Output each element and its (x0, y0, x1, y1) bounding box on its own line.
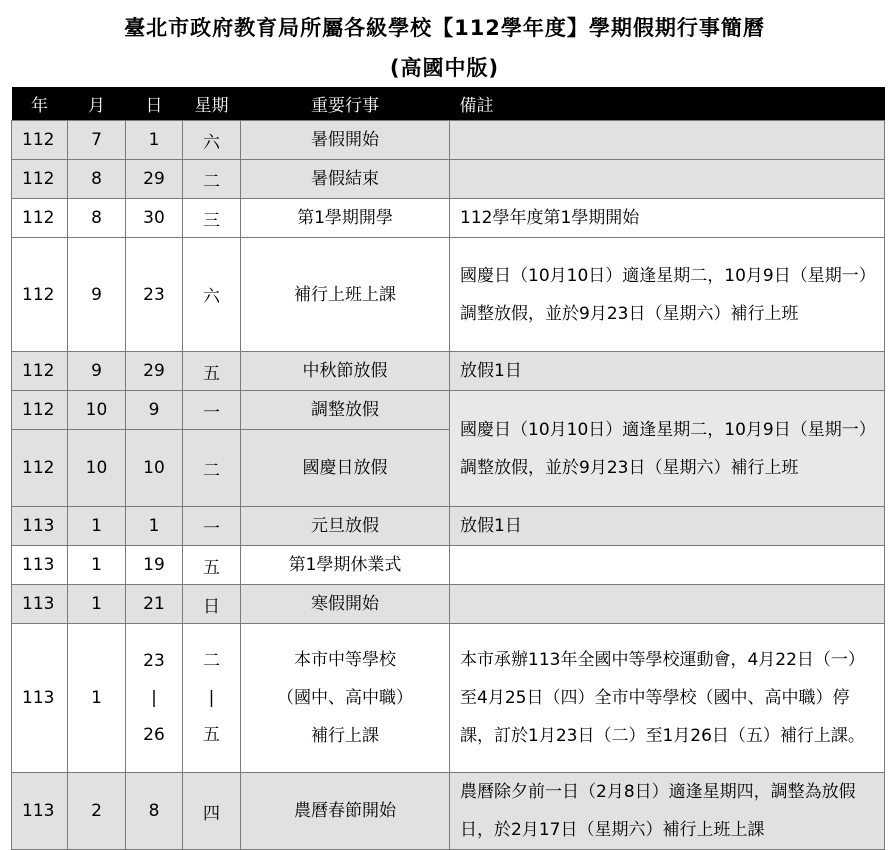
cell-month: 8 (68, 160, 126, 199)
cell-day: 9 (126, 391, 183, 430)
table-header-row (12, 87, 885, 121)
cell-weekday: 五 (183, 352, 241, 391)
document-title: 臺北市政府教育局所屬各級學校【112學年度】學期假期行事簡曆 (124, 16, 765, 40)
cell-event: 第1學期開學 (241, 199, 450, 238)
cell-weekday: 一 (183, 391, 241, 430)
table-row (12, 773, 885, 850)
cell-weekday: 三 (183, 199, 241, 238)
table-row (12, 624, 885, 773)
col-header-year: 年 (12, 87, 68, 121)
cell-event: 補行上班上課 (241, 238, 450, 352)
cell-event: 調整放假 (241, 391, 450, 430)
table-row (12, 121, 885, 160)
cell-month: 7 (68, 121, 126, 160)
cell-event: 中秋節放假 (241, 352, 450, 391)
cell-weekday: 六 (183, 238, 241, 352)
cell-event: 農曆春節開始 (241, 773, 450, 850)
cell-note: 放假1日 (450, 507, 885, 546)
event-line: 本市中等學校 (294, 650, 396, 670)
weekday-range-end: 五 (203, 724, 220, 745)
cell-year: 113 (12, 773, 68, 850)
cell-year: 112 (12, 199, 68, 238)
cell-month: 1 (68, 546, 126, 585)
cell-note (450, 121, 885, 160)
calendar-table (11, 87, 885, 850)
cell-month: 9 (68, 238, 126, 352)
cell-day: 29 (126, 352, 183, 391)
table-row (12, 352, 885, 391)
event-line: （國中、高中職） (277, 688, 413, 708)
day-range-end: 26 (143, 724, 165, 745)
cell-day: 19 (126, 546, 183, 585)
cell-note: 國慶日（10月10日）適逢星期二，10月9日（星期一）調整放假，並於9月23日（星期六）補行上班 (450, 391, 885, 507)
cell-day: 1 (126, 507, 183, 546)
cell-year: 113 (12, 585, 68, 624)
cell-month: 1 (68, 507, 126, 546)
cell-note: 本市承辦113年全國中等學校運動會，4月22日（一）至4月25日（四）全市中等學校（國中、高中職）停課，訂於1月23日（二）至1月26日（五）補行上課。 (450, 624, 885, 773)
cell-day: 10 (126, 430, 183, 507)
cell-event: 暑假開始 (241, 121, 450, 160)
cell-year: 112 (12, 160, 68, 199)
cell-month: 1 (68, 624, 126, 773)
cell-day: 1 (126, 121, 183, 160)
cell-year: 112 (12, 238, 68, 352)
cell-day: 30 (126, 199, 183, 238)
cell-note (450, 160, 885, 199)
day-range-start: 23 (143, 650, 165, 671)
cell-year: 113 (12, 507, 68, 546)
cell-month: 10 (68, 391, 126, 430)
cell-year: 113 (12, 624, 68, 773)
cell-weekday: 六 (183, 121, 241, 160)
cell-month: 9 (68, 352, 126, 391)
cell-day: 8 (126, 773, 183, 850)
col-header-month: 月 (68, 87, 126, 121)
cell-year: 113 (12, 546, 68, 585)
event-line: 補行上課 (311, 726, 379, 746)
cell-note: 放假1日 (450, 352, 885, 391)
cell-event: 國慶日放假 (241, 430, 450, 507)
table-row (12, 507, 885, 546)
cell-year: 112 (12, 352, 68, 391)
cell-event (241, 624, 450, 773)
table-row (12, 585, 885, 624)
weekday-range-start: 二 (203, 650, 220, 671)
cell-weekday: 一 (183, 507, 241, 546)
cell-day: 23 (126, 238, 183, 352)
cell-note: 農曆除夕前一日（2月8日）適逢星期四，調整為放假日，於2月17日（星期六）補行上班上課 (450, 773, 885, 850)
table-row (12, 238, 885, 352)
col-header-weekday: 星期 (183, 87, 241, 121)
cell-event: 第1學期休業式 (241, 546, 450, 585)
cell-year: 112 (12, 430, 68, 507)
cell-weekday: 二 (183, 430, 241, 507)
cell-year: 112 (12, 121, 68, 160)
cell-year: 112 (12, 391, 68, 430)
document-subtitle: (高國中版) (389, 56, 500, 80)
cell-weekday: 四 (183, 773, 241, 850)
weekday-range-separator: | (208, 687, 215, 708)
cell-day-range (126, 624, 183, 773)
col-header-note: 備註 (450, 87, 885, 121)
table-row (12, 391, 885, 430)
cell-month: 10 (68, 430, 126, 507)
cell-day: 29 (126, 160, 183, 199)
cell-weekday: 二 (183, 160, 241, 199)
cell-event: 寒假開始 (241, 585, 450, 624)
cell-note (450, 585, 885, 624)
cell-note: 112學年度第1學期開始 (450, 199, 885, 238)
cell-day: 21 (126, 585, 183, 624)
table-row (12, 199, 885, 238)
cell-event: 元旦放假 (241, 507, 450, 546)
day-range-separator: | (151, 687, 157, 708)
cell-weekday-range (183, 624, 241, 773)
table-row (12, 546, 885, 585)
cell-month: 8 (68, 199, 126, 238)
cell-note: 國慶日（10月10日）適逢星期二，10月9日（星期一）調整放假，並於9月23日（星期六）補行上班 (450, 238, 885, 352)
cell-month: 2 (68, 773, 126, 850)
cell-note (450, 546, 885, 585)
cell-month: 1 (68, 585, 126, 624)
cell-event: 暑假結束 (241, 160, 450, 199)
cell-weekday: 五 (183, 546, 241, 585)
table-row (12, 160, 885, 199)
col-header-event: 重要行事 (241, 87, 450, 121)
col-header-day: 日 (126, 87, 183, 121)
cell-weekday: 日 (183, 585, 241, 624)
